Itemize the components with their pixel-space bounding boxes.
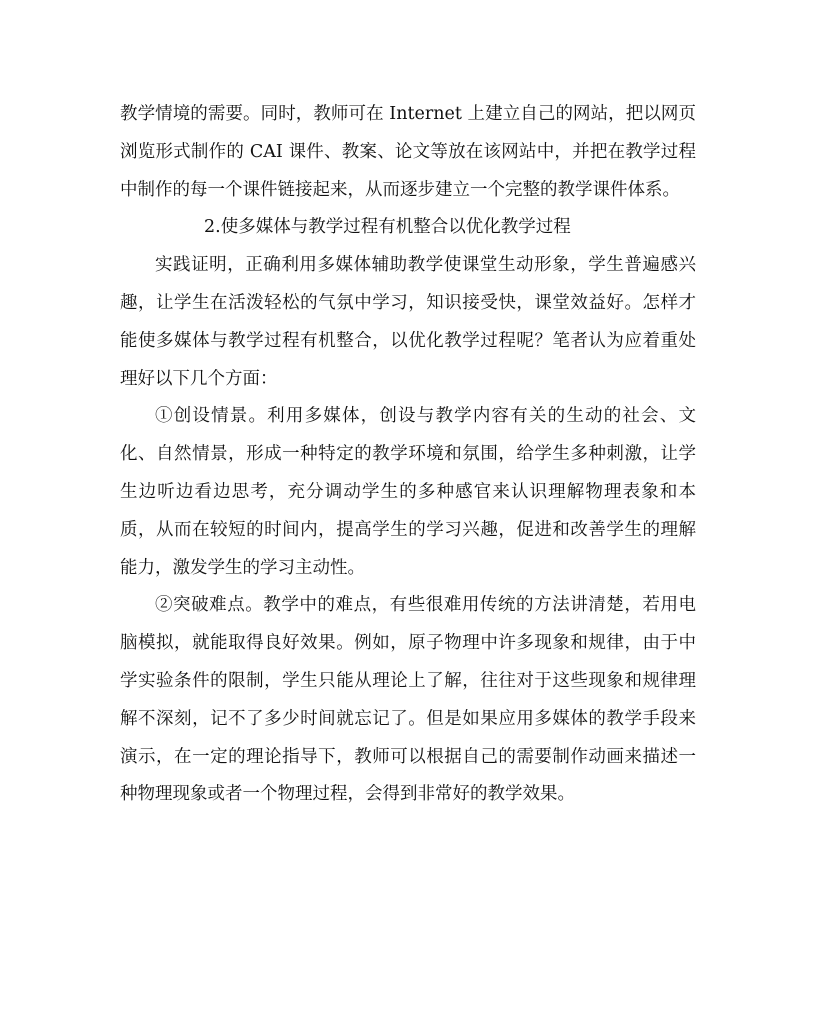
paragraph-continuation: 教学情境的需要。同时，教师可在 Internet 上建立自己的网站，把以网页浏览形式制作的 CAI 课件、教案、论文等放在该网站中，并把在教学过程中制作的每一个课件链接起来，从而逐步建立一个完整的教学课件体系。	[120, 104, 696, 200]
paragraph-break-difficulty: ②突破难点。教学中的难点，有些很难用传统的方法讲清楚，若用电脑模拟，就能取得良好效果。例如，原子物理中许多现象和规律，由于中学实验条件的限制，学生只能从理论上了解，往往对于这些现象和规律理解不深刻，记不了多少时间就忘记了。但是如果应用多媒体的教学手段来演示，在一定的理论指导下，教师可以根据自己的需要制作动画来描述一种物理现象或者一个物理过程，会得到非常好的教学效果。	[120, 595, 696, 805]
section-heading: 2.使多媒体与教学过程有机整合以优化教学过程	[204, 217, 571, 238]
paragraph-practice: 实践证明，正确利用多媒体辅助教学使课堂生动形象，学生普遍感兴趣，让学生在活泼轻松的气氛中学习，知识接受快，课堂效益好。怎样才能使多媒体与教学过程有机整合，以优化教学过程呢？笔者认为应着重处理好以下几个方面：	[120, 255, 696, 389]
paragraph-create-scene: ①创设情景。利用多媒体，创设与教学内容有关的生动的社会、文化、自然情景，形成一种特定的教学环境和氛围，给学生多种刺激，让学生边听边看边思考，充分调动学生的多种感官来认识理解物理表象和本质，从而在较短的时间内，提高学生的学习兴趣，促进和改善学生的理解能力，激发学生的学习主动性。	[120, 406, 696, 578]
document-body	[120, 96, 696, 814]
